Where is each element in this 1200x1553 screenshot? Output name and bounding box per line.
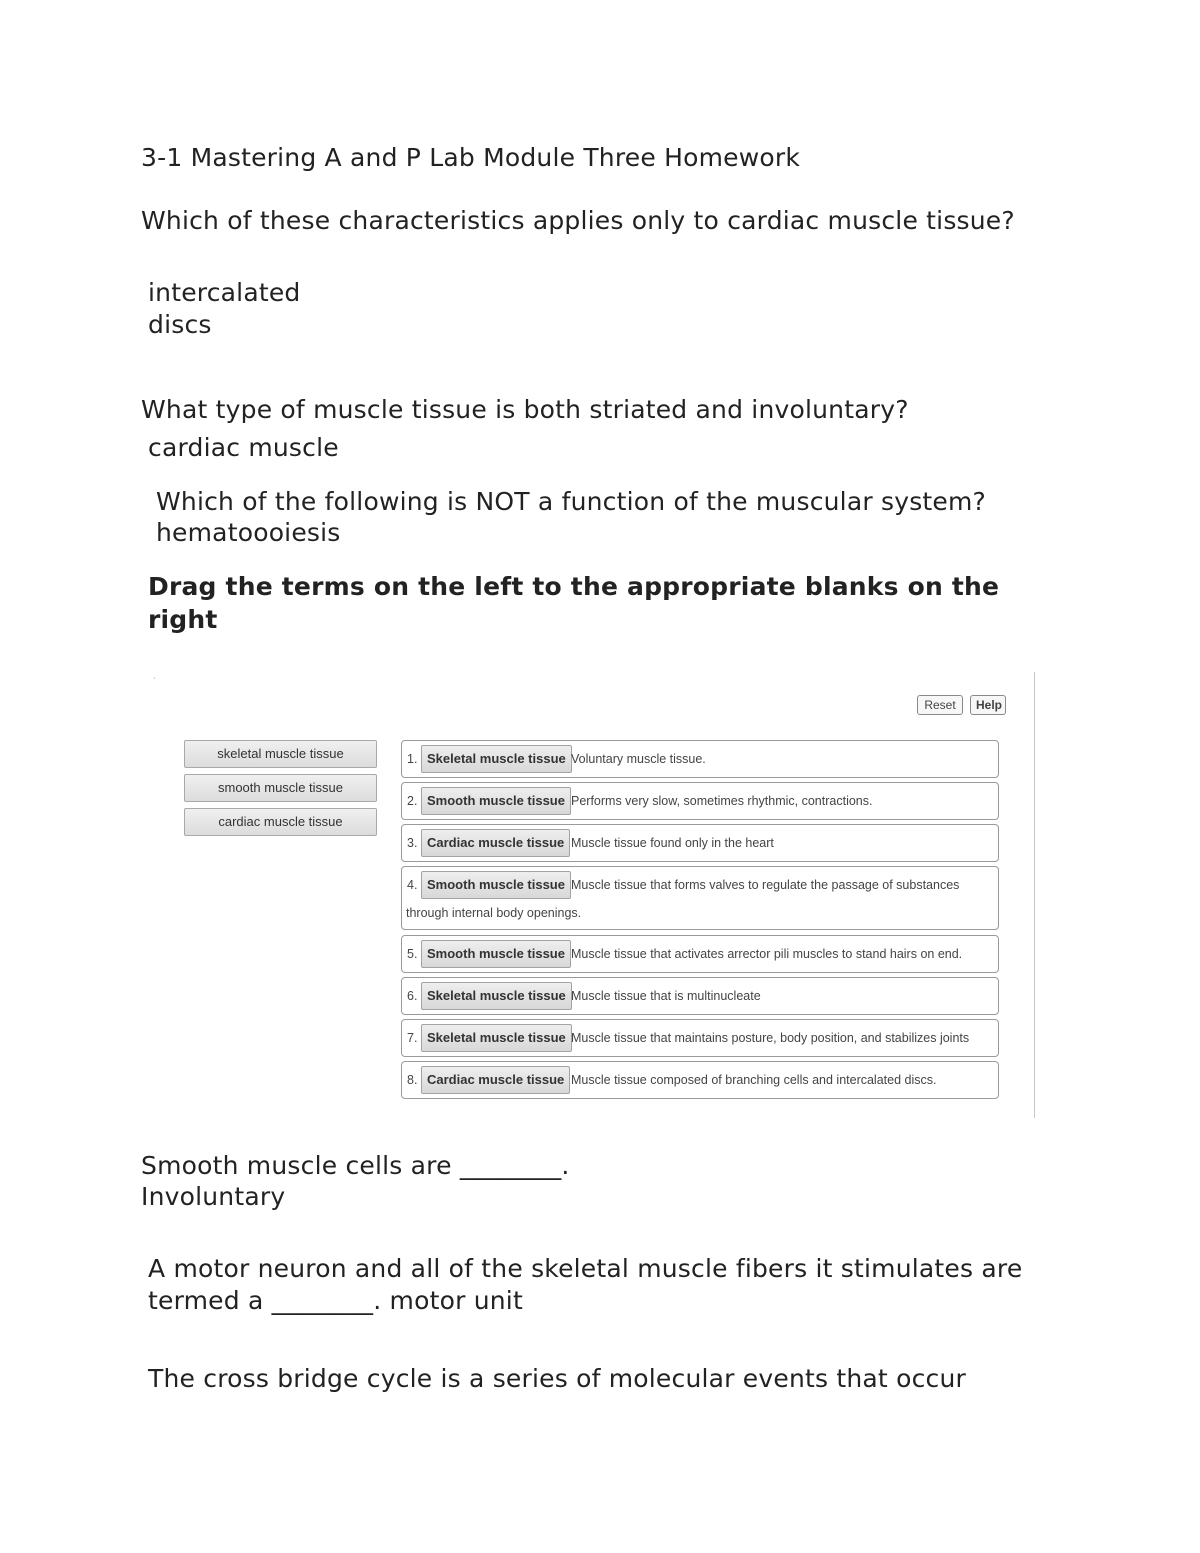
row-description: Muscle tissue found only in the heart: [571, 836, 774, 850]
row-number: 8.: [407, 1073, 418, 1087]
dropped-term-chip[interactable]: Cardiac muscle tissue: [421, 1066, 570, 1094]
row-number: 6.: [407, 989, 418, 1003]
row-description: Muscle tissue composed of branching cells and intercalated discs.: [571, 1073, 937, 1087]
answer-row-1: [401, 740, 999, 778]
answer-1: intercalated discs: [148, 278, 301, 339]
row-description: Muscle tissue that activates arrector pili muscles to stand hairs on end.: [571, 947, 963, 961]
row-description: Muscle tissue that maintains posture, body position, and stabilizes joints: [571, 1031, 970, 1045]
row-number: 7.: [407, 1031, 418, 1045]
answer-row-6: [401, 977, 999, 1015]
answer-3: hematoooiesis: [156, 518, 341, 547]
dropped-term-chip[interactable]: Smooth muscle tissue: [421, 871, 571, 899]
question-1: Which of these characteristics applies only to cardiac muscle tissue?: [141, 206, 1015, 235]
row-number: 2.: [407, 794, 418, 808]
row-description: Muscle tissue that is multinucleate: [571, 989, 761, 1003]
row-description: Voluntary muscle tissue.: [571, 752, 706, 766]
answer-row-3: [401, 824, 999, 862]
question-2: What type of muscle tissue is both striated and involuntary?: [141, 395, 909, 424]
question-3: Which of the following is NOT a function of the muscular system?: [156, 487, 987, 516]
answer-row-5: [401, 935, 999, 973]
term-skeletal-muscle-tissue[interactable]: skeletal muscle tissue: [184, 740, 377, 768]
page-title: 3-1 Mastering A and P Lab Module Three Homework: [141, 143, 801, 172]
row-description: Muscle tissue that forms valves to regulate the passage of substances: [571, 878, 960, 892]
row-number: 3.: [407, 836, 418, 850]
dropped-term-chip[interactable]: Skeletal muscle tissue: [421, 745, 572, 773]
question-5-text: A motor neuron and all of the skeletal muscle fibers it stimulates are termed a ________.: [148, 1254, 1023, 1315]
question-6: The cross bridge cycle is a series of molecular events that occur: [148, 1364, 966, 1393]
answer-4: Involuntary: [141, 1182, 286, 1211]
help-button[interactable]: Help: [970, 695, 1006, 715]
row-number: 5.: [407, 947, 418, 961]
dropped-term-chip[interactable]: Skeletal muscle tissue: [421, 982, 572, 1010]
question-4: Smooth muscle cells are ________.: [141, 1151, 570, 1180]
dropped-term-chip[interactable]: Skeletal muscle tissue: [421, 1024, 572, 1052]
question-5: [148, 1253, 1068, 1317]
drag-drop-activity: [150, 672, 1035, 1118]
drag-instruction-heading: Drag the terms on the left to the appropriate blanks on the right: [148, 572, 1000, 634]
answer-2: cardiac muscle: [148, 433, 339, 462]
answer-row-4: [401, 866, 999, 930]
answer-row-2: [401, 782, 999, 820]
term-cardiac-muscle-tissue[interactable]: cardiac muscle tissue: [184, 808, 377, 836]
activity-border: [1034, 672, 1035, 1118]
activity-corner-mark: ·: [153, 674, 156, 683]
answer-5: motor unit: [389, 1286, 523, 1315]
dropped-term-chip[interactable]: Smooth muscle tissue: [421, 940, 571, 968]
row-description-continued: through internal body openings.: [406, 906, 582, 920]
dropped-term-chip[interactable]: Cardiac muscle tissue: [421, 829, 570, 857]
row-description: Performs very slow, sometimes rhythmic, contractions.: [571, 794, 873, 808]
dropped-term-chip[interactable]: Smooth muscle tissue: [421, 787, 571, 815]
answer-row-8: [401, 1061, 999, 1099]
row-number: 1.: [407, 752, 418, 766]
answer-row-7: [401, 1019, 999, 1057]
reset-button[interactable]: Reset: [917, 695, 963, 715]
term-smooth-muscle-tissue[interactable]: smooth muscle tissue: [184, 774, 377, 802]
row-number: 4.: [407, 878, 418, 892]
